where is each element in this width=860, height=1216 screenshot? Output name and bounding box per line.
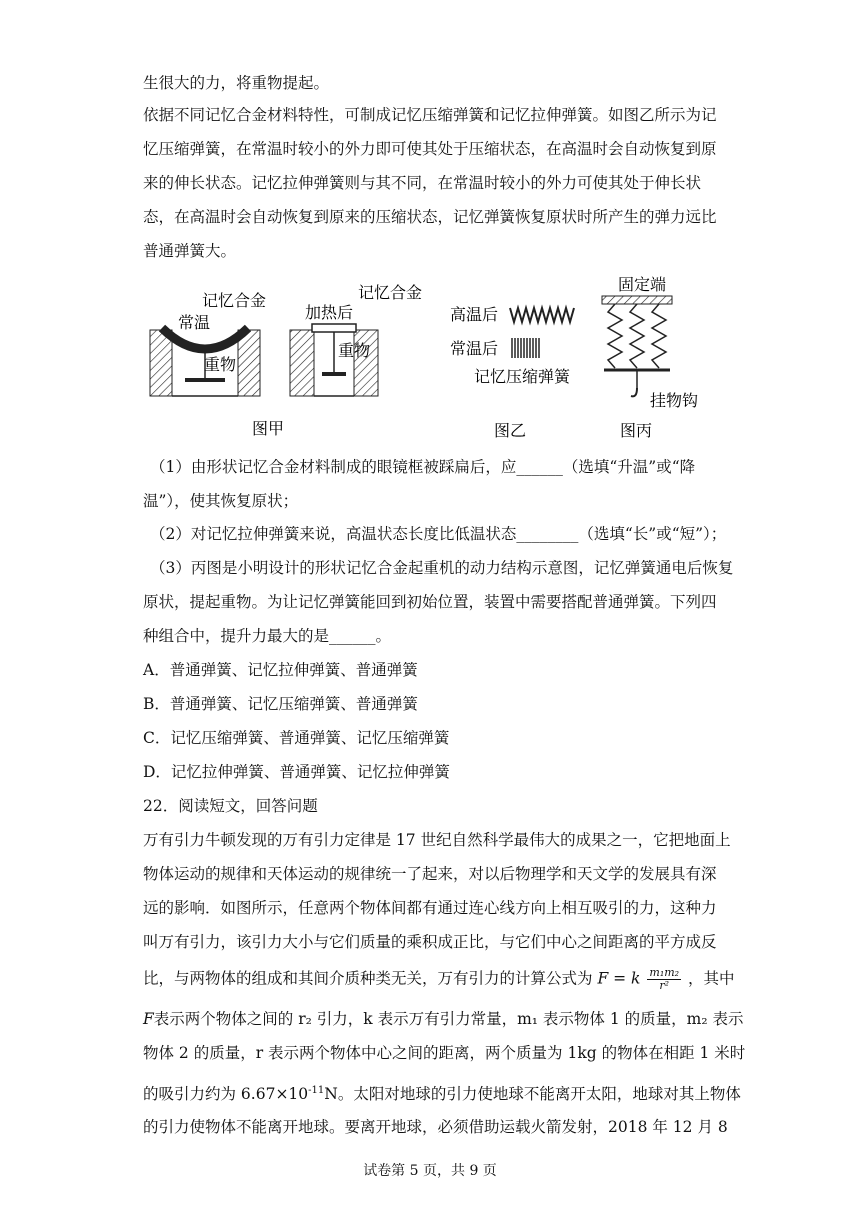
exponent: -11 <box>308 1085 325 1096</box>
spring-compressed <box>512 338 539 358</box>
text-line: 来的伸长状态。记忆拉伸弹簧则与其不同，在常温时较小的外力可使其处于伸长状 <box>143 174 702 192</box>
text-line: 生很大的力，将重物提起。 <box>143 74 330 92</box>
fig-label: 常温 <box>178 315 211 332</box>
formula-numerator: m₁m₂ <box>649 966 680 979</box>
figure-bing <box>602 296 672 396</box>
passage-line: 物体运动的规律和天体运动的规律统一了起来，对以后物理学和天文学的发展具有深 <box>143 865 717 883</box>
caption-yi: 图乙 <box>494 421 527 440</box>
fig-label: 常温后 <box>450 341 499 358</box>
text-line: 普通弹簧大。 <box>143 242 237 260</box>
fig-label: 高温后 <box>450 307 499 324</box>
passage-line: 叫万有引力，该引力大小与它们质量的乘积成正比，与它们中心之间距离的平方成反 <box>143 933 717 951</box>
passage-line: 远的影响．如图所示，任意两个物体间都有通过连心线方向上相互吸引的力，这种力 <box>143 899 717 917</box>
figure-memory-alloy <box>140 270 720 450</box>
fig-label: 加热后 <box>305 305 354 322</box>
fig-label: 记忆合金 <box>202 293 267 310</box>
spring-extended <box>510 308 574 322</box>
formula-fraction <box>647 967 681 992</box>
passage-text: 表示两个物体之间的 r₂ 引力，k 表示万有引力常量，m₁ 表示物体 1 的质量，m₂ 表示 <box>153 1010 744 1028</box>
passage-line <box>143 1080 741 1105</box>
formula-denominator: r² <box>659 979 670 992</box>
question-1a: （1）由形状记忆合金材料制成的眼镜框被踩扁后，应______（选填“升温”或“降 <box>150 458 696 476</box>
fig-label: 重物 <box>204 357 237 374</box>
caption-jia: 图甲 <box>252 419 285 438</box>
caption-bing: 图丙 <box>620 421 653 440</box>
question-2: （2）对记忆拉伸弹簧来说，高温状态长度比低温状态________（选填“长”或“短”）； <box>150 525 727 543</box>
question-1b: 温”），使其恢复原状； <box>143 492 299 510</box>
fig-label: 记忆合金 <box>358 285 423 302</box>
question-22-title: 22．阅读短文，回答问题 <box>143 797 318 815</box>
passage-line: 万有引力牛顿发现的万有引力定律是 17 世纪自然科学最伟大的成果之一，它把地面上 <box>143 831 731 849</box>
fig-label: 重物 <box>338 343 371 360</box>
passage-text: 的吸引力约为 6.67×10 <box>143 1085 309 1104</box>
passage-line: 物体 2 的质量，r 表示两个物体中心之间的距离，两个质量为 1kg 的物体在相距 1 米时 <box>143 1044 746 1062</box>
fig-label: 固定端 <box>618 277 667 294</box>
figure-jia-right <box>290 324 378 396</box>
question-3c: 种组合中，提升力最大的是______。 <box>143 627 392 645</box>
passage-text: ，其中 <box>688 969 735 988</box>
option-c: C．记忆压缩弹簧、普通弹簧、记忆压缩弹簧 <box>143 729 450 747</box>
passage-text: 比，与两物体的组成和其间介质种类无关，万有引力的计算公式为 <box>143 969 593 988</box>
question-3b: 原状，提起重物。为让记忆弹簧能回到初始位置，装置中需要搭配普通弹簧。下列四 <box>143 593 717 611</box>
formula-lhs: F = k <box>597 969 641 988</box>
text-line: 依据不同记忆合金材料特性，可制成记忆压缩弹簧和记忆拉伸弹簧。如图乙所示为记 <box>143 106 717 124</box>
passage-text: N。太阳对地球的引力使地球不能离开太阳，地球对其上物体 <box>324 1085 741 1104</box>
option-a: A．普通弹簧、记忆拉伸弹簧、普通弹簧 <box>143 661 418 679</box>
formula-F: F <box>143 1010 154 1028</box>
text-line: 态，在高温时会自动恢复到原来的压缩状态，记忆弹簧恢复原状时所产生的弹力远比 <box>143 208 717 226</box>
fig-label: 记忆压缩弹簧 <box>474 369 571 386</box>
passage-line <box>143 1008 743 1030</box>
page-footer: 试卷第 5 页，共 9 页 <box>363 1163 497 1179</box>
option-d: D．记忆拉伸弹簧、普通弹簧、记忆拉伸弹簧 <box>143 763 450 781</box>
fig-label: 挂物钩 <box>650 393 699 410</box>
passage-line: 的引力使物体不能离开地球。要离开地球，必须借助运载火箭发射，2018 年 12 月 8 <box>143 1118 728 1136</box>
option-b: B．普通弹簧、记忆压缩弹簧、普通弹簧 <box>143 695 418 713</box>
passage-line-formula <box>143 967 735 992</box>
text-line: 忆压缩弹簧，在常温时较小的外力即可使其处于压缩状态，在高温时会自动恢复到原 <box>143 140 717 158</box>
question-3a: （3）丙图是小明设计的形状记忆合金起重机的动力结构示意图，记忆弹簧通电后恢复 <box>150 559 734 577</box>
